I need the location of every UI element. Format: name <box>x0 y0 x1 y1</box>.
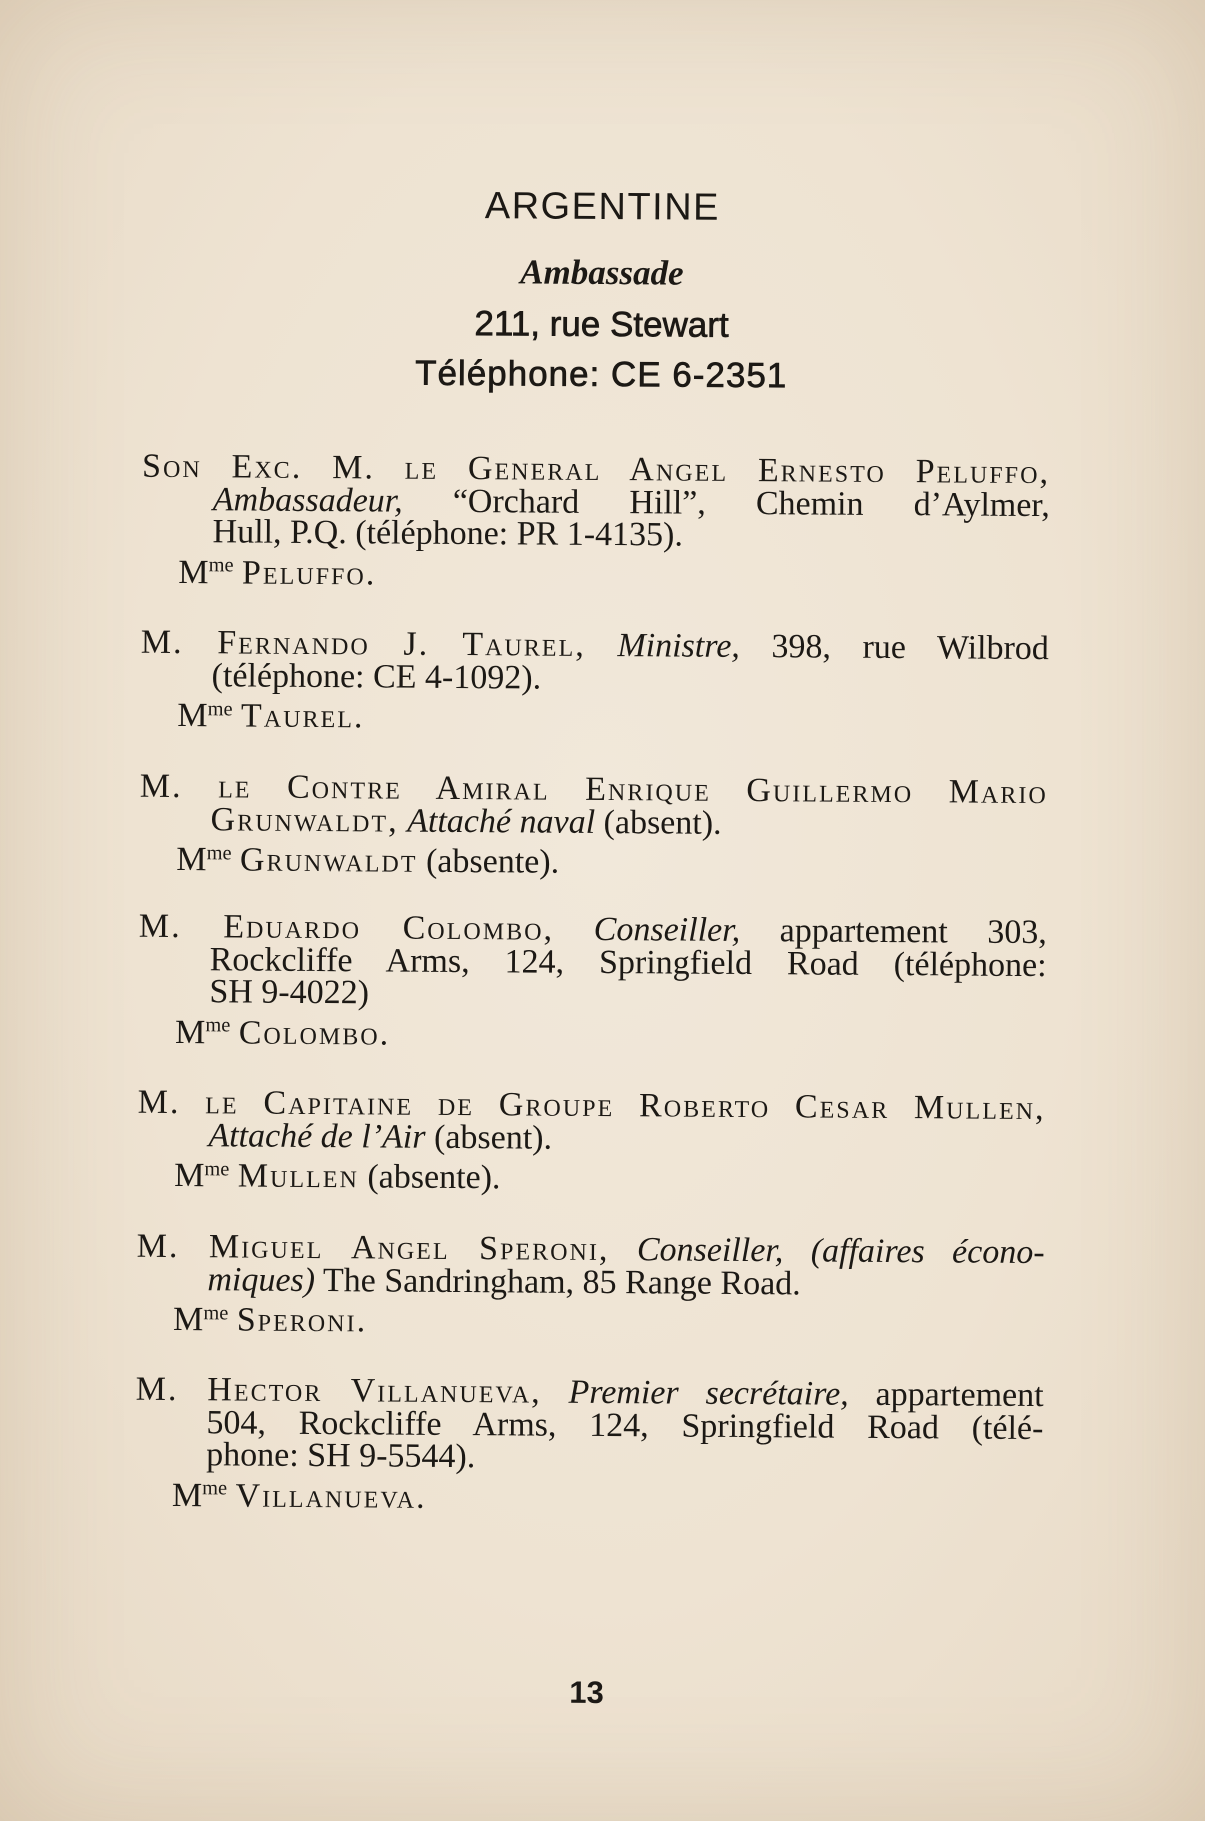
spouse-honorific: M <box>173 1301 204 1339</box>
diplomat-name: M. le Capitaine de Groupe Roberto Cesar Mullen, <box>137 1083 1046 1128</box>
diplomat-name: M. Miguel Angel Speroni, <box>136 1227 610 1269</box>
diplomat-name: M. Fernando J. Taurel, <box>140 623 586 664</box>
spouse-note: (absente). <box>425 842 560 881</box>
entry-address-text: Hull, P.Q. (téléphone: PR 1-4135). <box>212 513 684 554</box>
spouse-name: Villanueva. <box>235 1476 427 1516</box>
spouse-line <box>141 553 1049 599</box>
entry-address-text: Rockcliffe Arms, 124, Springfield Road (téléphone: <box>209 940 1047 984</box>
diplomat-name: M. Eduardo Colombo, <box>138 907 555 948</box>
entry-address-text: SH 9-4022) <box>209 973 370 1012</box>
spouse-honorific-superscript: me <box>204 1158 230 1181</box>
entry-address-text: “Orchard Hill”, Chemin d’Aylmer, <box>452 482 1050 524</box>
spouse-honorific: M <box>177 697 208 735</box>
spouse-name: Speroni. <box>236 1301 368 1340</box>
diplomat-position: Conseiller, <box>636 1231 784 1270</box>
spouse-honorific-superscript: me <box>206 842 232 865</box>
spouse-line <box>135 1476 1043 1522</box>
entry-address-text: appartement <box>875 1375 1044 1415</box>
spouse-line <box>137 1157 1045 1203</box>
entry-address-text: (téléphone: CE 4-1092). <box>211 656 542 697</box>
spouse-honorific-superscript: me <box>203 1302 229 1325</box>
entry-address-text: 504, Rockcliffe Arms, 124, Springfield Road (télé- <box>206 1403 1044 1447</box>
diplomat-position-detail: miques) <box>207 1260 316 1299</box>
entry-address-text: appartement 303, <box>779 912 1047 952</box>
spouse-honorific-superscript: me <box>208 554 234 577</box>
diplomat-position: Attaché naval <box>407 802 596 841</box>
diplomat-entry <box>140 623 1049 743</box>
entry-status-text: (absent). <box>603 803 722 842</box>
spouse-note: (absente). <box>367 1158 501 1197</box>
diplomat-position: Ministre, <box>617 627 740 665</box>
country-heading: ARGENTINE <box>484 185 721 229</box>
spouse-honorific-superscript: me <box>205 1014 231 1037</box>
spouse-honorific: M <box>176 841 207 879</box>
diplomat-name: Grunwaldt, <box>210 800 399 840</box>
spouse-line <box>140 697 1048 743</box>
entry-address-text: The Sandringham, 85 Range Road. <box>322 1261 801 1302</box>
spouse-name: Peluffo. <box>241 553 377 592</box>
diplomat-position-detail: (affaires écono- <box>810 1232 1045 1272</box>
diplomat-position: Attaché de l’Air <box>208 1116 426 1156</box>
diplomat-name: M. le Contre Amiral Enrique Guillermo Mario <box>139 767 1048 812</box>
entry-address-text: 398, rue Wilbrod <box>771 628 1049 668</box>
page-number: 13 <box>569 1674 604 1711</box>
spouse-honorific-superscript: me <box>207 698 233 721</box>
spouse-name: Grunwaldt <box>239 841 418 880</box>
spouse-name: Mullen <box>237 1157 360 1196</box>
spouse-name: Colombo. <box>238 1013 391 1053</box>
diplomat-name: Son Exc. M. le General Angel Ernesto Peluffo, <box>141 447 1051 492</box>
diplomat-entry <box>141 447 1051 599</box>
spouse-honorific: M <box>174 1157 205 1195</box>
spouse-honorific: M <box>171 1476 203 1514</box>
spouse-honorific: M <box>178 553 209 591</box>
diplomat-position: Conseiller, <box>593 910 741 949</box>
spouse-line <box>138 1013 1046 1059</box>
embassy-telephone: Téléphone: CE 6-2351 <box>415 353 788 396</box>
spouse-honorific-superscript: me <box>202 1477 228 1500</box>
spouse-line <box>136 1301 1044 1347</box>
diplomat-entry <box>137 1083 1046 1203</box>
spouse-honorific: M <box>175 1013 206 1051</box>
entry-status-text: (absent). <box>433 1118 553 1157</box>
diplomat-position: Ambassadeur, <box>212 480 403 520</box>
diplomat-entry <box>138 907 1047 1059</box>
spouse-name: Taurel. <box>240 697 365 736</box>
diplomat-entry <box>136 1227 1045 1347</box>
mission-type-label: Ambassade <box>520 252 684 293</box>
entry-address-text: phone: SH 9-5544). <box>206 1436 476 1476</box>
embassy-address: 211, rue Stewart <box>474 304 729 345</box>
diplomat-position: Premier secrétaire, <box>568 1373 849 1413</box>
diplomat-entry <box>139 767 1048 887</box>
diplomat-name: M. Hector Villanueva, <box>135 1370 542 1411</box>
diplomat-entry <box>135 1370 1044 1522</box>
spouse-line <box>139 841 1047 887</box>
